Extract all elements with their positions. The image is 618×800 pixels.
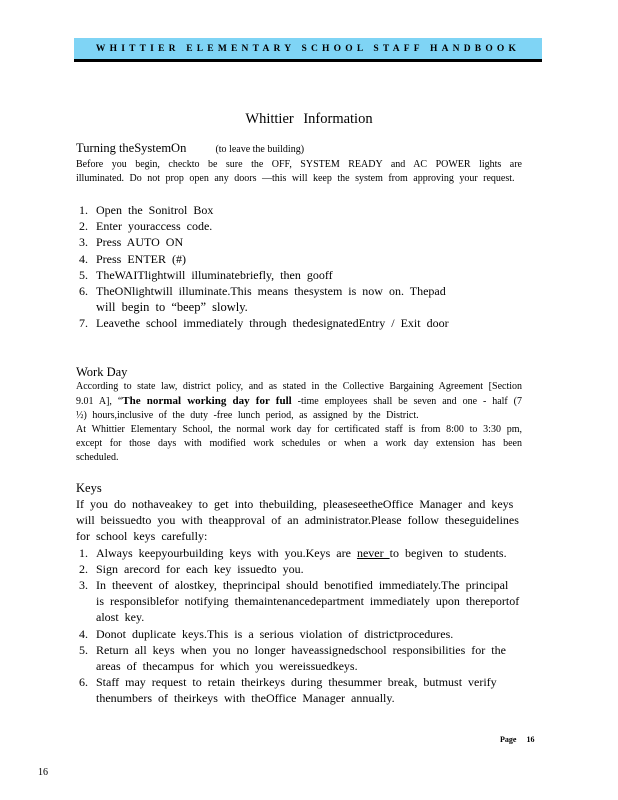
workday-paragraph-1 <box>76 380 522 423</box>
workday-p1b: -time employees shall be seven and one - half (7 ½) hours,inclusive of the duty -free lunch period, as assigned by the District. <box>76 396 522 421</box>
system-intro: Before you begin, checkto be sure the OFF, SYSTEM READY and AC POWER lights are illuminated. Do not prop open any doors —this will keep the system from approving your request. <box>76 159 522 184</box>
keys-rule-1-underlined: never <box>356 545 390 560</box>
workday-section <box>76 364 522 465</box>
workday-heading: Work Day <box>76 365 128 379</box>
system-step-7: 7. Leavethe school immediately through thedesignatedEntry / Exit door <box>94 315 522 331</box>
page-number: 16 <box>38 767 48 778</box>
system-step-1: 1. Open the Sonitrol Box <box>94 202 522 218</box>
page-title: Whittier Information <box>245 111 373 127</box>
keys-rule-5: 5. Return all keys when you no longer haveassignedschool responsibilities for the areas of thecampus for which you wereissuedkeys. <box>94 642 522 674</box>
system-step-3: 3. Press AUTO ON <box>94 234 522 250</box>
keys-section <box>76 480 522 707</box>
system-steps <box>76 202 522 332</box>
page-label: Page 16 <box>500 735 535 744</box>
system-step-6 <box>94 283 522 315</box>
system-heading-text: Turning theSystemOn <box>76 141 187 155</box>
keys-rules <box>76 545 522 707</box>
system-subheading: (to leave the building) <box>215 144 305 155</box>
system-heading <box>76 140 522 158</box>
keys-heading: Keys <box>76 481 102 495</box>
keys-rule-1a: Always keepyourbuilding keys with you.Keys are <box>96 545 357 560</box>
workday-p1a: According to state law, district policy, and as stated in the Collective Bargaining Agreement [Section 9.01 A], “ <box>76 381 522 407</box>
workday-paragraph-2: At Whittier Elementary School, the normal work day for certificated staff is from 8:00 to 3:30 pm, except for those days with modified work schedules or when a work day extension has been scheduled. <box>76 424 522 463</box>
system-step-6-cont: will begin to “beep” slowly. <box>96 300 248 315</box>
system-step-5: 5. TheWAITlightwill illuminatebriefly, then gooff <box>94 267 522 283</box>
keys-rule-3: 3. In theevent of alostkey, theprincipal should benotified immediately.The principal is responsiblefor notifying themaintenancedepartment immediately upon thereportof alost key. <box>94 577 522 626</box>
keys-rule-6: 6. Staff may request to retain theirkeys during thesummer break, butmust verify thenumbers of theirkeys with theOffice Manager annually. <box>94 674 522 706</box>
system-step-4: 4. Press ENTER (#) <box>94 251 522 267</box>
system-step-6-text: TheONlightwill illuminate.This means thesystem is now on. Thepad <box>96 284 446 299</box>
workday-p1-bold: The normal working day for full <box>122 395 292 407</box>
header-bar <box>74 38 542 62</box>
keys-intro: If you do nothaveakey to get into thebuilding, pleaseseetheOffice Manager and keys will beissuedto you with theapproval of an administrator.Please follow theseguidelines for school keys carefully: <box>76 497 519 544</box>
keys-rule-1 <box>94 545 522 561</box>
header-title: WHITTIER ELEMENTARY SCHOOL STAFF HANDBOOK <box>95 43 521 54</box>
keys-rule-4: 4. Donot duplicate keys.This is a serious violation of districtprocedures. <box>94 626 522 642</box>
system-step-2: 2. Enter youraccess code. <box>94 218 522 234</box>
system-section <box>76 140 522 332</box>
keys-rule-1b: to begiven to students. <box>389 545 507 560</box>
keys-rule-2: 2. Sign arecord for each key issuedto you. <box>94 561 522 577</box>
